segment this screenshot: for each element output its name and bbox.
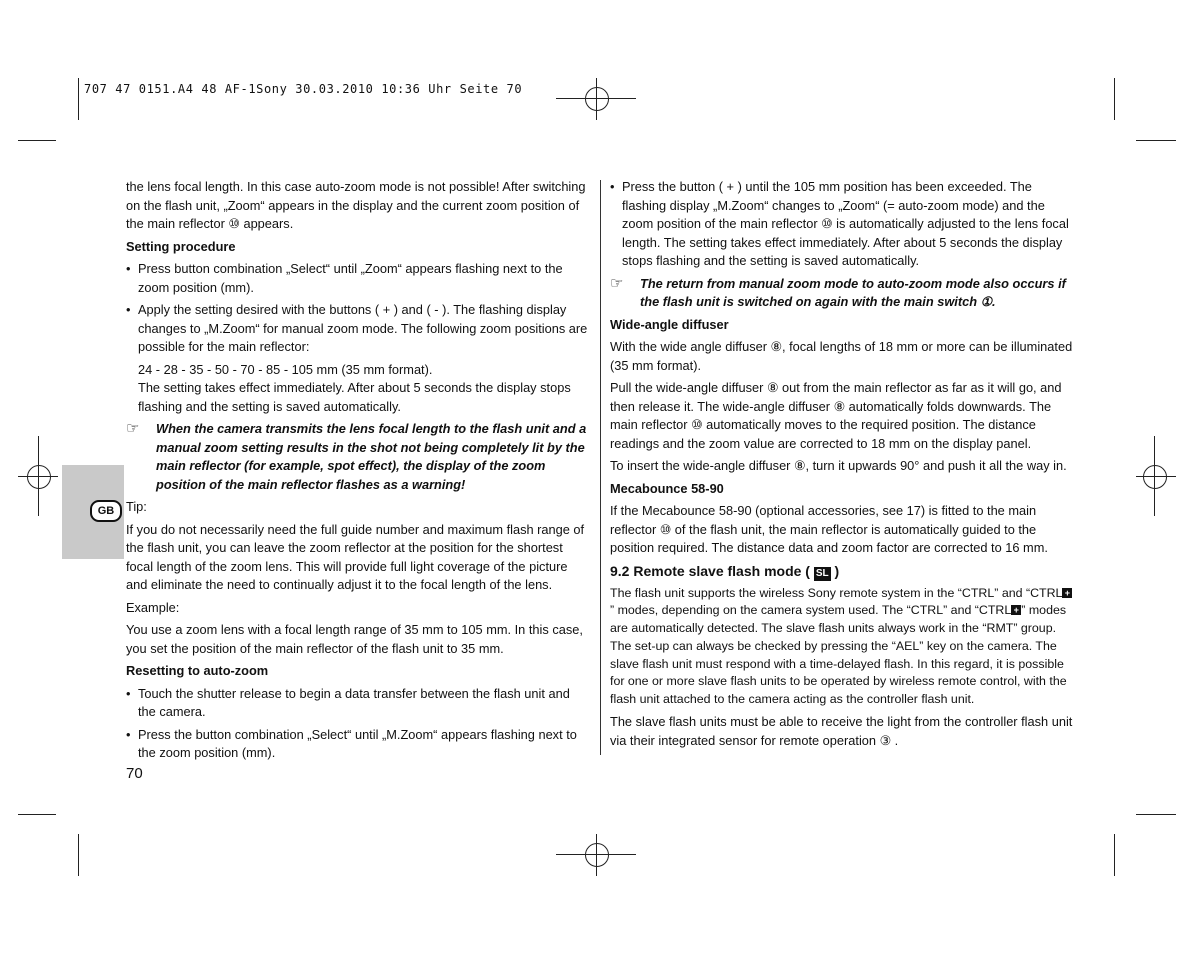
registration-crosshair-top [585, 87, 609, 111]
section-title [610, 562, 1074, 581]
remote-paragraph-2: The slave flash units must be able to receive the light from the controller flash unit via their integrated sensor for remote operation ③ . [610, 714, 1073, 748]
mecabounce-heading: Mecabounce 58-90 [610, 480, 724, 496]
page-number: 70 [126, 765, 143, 782]
registration-line-right-h [1136, 476, 1176, 477]
registration-crosshair-bottom [585, 843, 609, 867]
wide-angle-paragraph-1: With the wide angle diffuser ⑧, focal lengths of 18 mm or more can be illuminated (35 mm format). [610, 339, 1073, 373]
bullet-text: Apply the setting desired with the buttons ( + ) and ( - ). The flashing display changes to „M.Zoom“ for manual zoom mode. The following zoom positions are possible for the main reflector: [138, 302, 588, 354]
example-label: Example: [126, 599, 180, 615]
crop-mark-bottom-left-h [18, 814, 56, 815]
section-title-text: 9.2 Remote slave flash mode ( [610, 562, 810, 579]
registration-crosshair-right [1143, 465, 1167, 489]
reset-heading: Resetting to auto-zoom [126, 663, 269, 678]
registration-line-right-v [1154, 436, 1155, 516]
list-item: • Press the button combination „Select“ until „M.Zoom“ appears flashing next to the zoom position (mm). [126, 726, 591, 763]
mecabounce-paragraph: If the Mecabounce 58-90 (optional accessories, see 17) is fitted to the main reflector ⑩ of the flash unit, the main reflector is automatically guided to the position required. The distance data and zoom factor are corrected to 16 mm. [610, 503, 1048, 555]
registration-line-bottom-v [596, 834, 597, 876]
crop-mark-top-left-v [78, 78, 79, 120]
tip-label: Tip: [126, 499, 147, 514]
info-note [610, 275, 1074, 312]
left-column [126, 178, 591, 767]
pointing-hand-icon: ☞ [126, 420, 140, 437]
zoom-positions: 24 - 28 - 35 - 50 - 70 - 85 - 105 mm (35 mm format). [138, 361, 433, 377]
registration-line-left-v [38, 436, 39, 516]
list-item: • Press button combination „Select“ until „Zoom“ appears flashing next to the zoom position (mm). [126, 260, 591, 297]
crop-mark-top-right-v [1114, 78, 1115, 120]
registration-line-top-v [596, 78, 597, 120]
setting-procedure-heading: Setting procedure [126, 238, 236, 254]
list-item: • Touch the shutter release to begin a data transfer between the flash unit and the camera. [126, 685, 591, 722]
list-item: • Press the button ( + ) until the 105 mm position has been exceeded. The flashing display „M.Zoom“ changes to „Zoom“ (= auto-zoom mode) and the zoom position of the main reflector ⑩ is automatically adjusted to the lens focal length. The setting takes effect immediately. After about 5 seconds the display stops flashing and the setting is saved automatically. [610, 178, 1074, 271]
crop-mark-top-right-h [1136, 140, 1176, 141]
registration-crosshair-left [27, 465, 51, 489]
ctrl-plus-icon: + [1011, 605, 1021, 615]
print-slug: 707 47 0151.A4 48 AF-1Sony 30.03.2010 10:36 Uhr Seite 70 [84, 82, 523, 96]
setting-effect-text: The setting takes effect immediately. After about 5 seconds the display stops flashing and the setting is saved automatically. [138, 380, 571, 414]
intro-paragraph: the lens focal length. In this case auto-zoom mode is not possible! After switching on the flash unit, „Zoom“ appears in the display and the current zoom position of the main reflector ⑩ appears. [126, 179, 586, 231]
right-column [610, 178, 1074, 754]
wide-angle-heading: Wide-angle diffuser [610, 316, 729, 332]
warning-note [126, 420, 591, 494]
remote-text-c: ” modes are automatically detected. The slave flash units always work in the “RMT” group. The set-up can always be checked by pressing the “AEL” key on the camera. The slave flash unit must respond with a time-delayed flash. In this regard, it is possible for one or more slave flash units to be operated by wireless remote control, with the flash unit attached to the camera acting as the controller flash unit. [610, 603, 1067, 707]
crop-mark-bottom-left-v [78, 834, 79, 876]
column-divider [600, 180, 601, 755]
ctrl-plus-icon: + [1062, 588, 1072, 598]
section-title-close: ) [834, 562, 840, 579]
example-text: You use a zoom lens with a focal length range of 35 mm to 105 mm. In this case, you set the position of the main reflector of the flash unit to 35 mm. [126, 622, 583, 656]
pointing-hand-icon: ☞ [610, 274, 624, 292]
crop-mark-bottom-right-v [1114, 834, 1115, 876]
crop-mark-bottom-right-h [1136, 814, 1176, 815]
note-text: When the camera transmits the lens focal length to the flash unit and a manual zoom setting results in the shot not being completely lit by the main reflector (for example, spot effect), the display of the zoom position of the main reflector flashes as a warning! [156, 421, 587, 492]
tip-text: If you do not necessarily need the full guide number and maximum flash range of the flash unit, you can leave the zoom reflector at the position for the shortest focal length of the zoom lens. This will provide full light coverage of the picture and eliminate the need to continually adjust it to the focal length of the lens. [126, 521, 585, 592]
remote-paragraph-1 [610, 585, 1074, 710]
list-item [126, 301, 591, 357]
sl-icon: SL [815, 567, 829, 579]
wide-angle-paragraph-3: To insert the wide-angle diffuser ⑧, turn it upwards 90° and push it all the way in. [610, 458, 1067, 473]
crop-mark-top-left-h [18, 140, 56, 141]
language-badge: GB [90, 500, 122, 522]
note-text: The return from manual zoom mode to auto-zoom mode also occurs if the flash unit is switched on again with the main switch ①. [640, 275, 1066, 309]
wide-angle-paragraph-2: Pull the wide-angle diffuser ⑧ out from the main reflector as far as it will go, and then release it. The wide-angle diffuser ⑧ automatically folds downwards. The main reflector ⑩ automatically moves to the required position. The distance readings and the zoom value are corrected to 18 mm on the display panel. [610, 380, 1062, 451]
remote-text-a: The flash unit supports the wireless Sony remote system in the “CTRL” and “CTRL [610, 585, 1063, 600]
remote-text-b: ” modes, depending on the camera system used. The “CTRL” and “CTRL [610, 603, 1012, 618]
